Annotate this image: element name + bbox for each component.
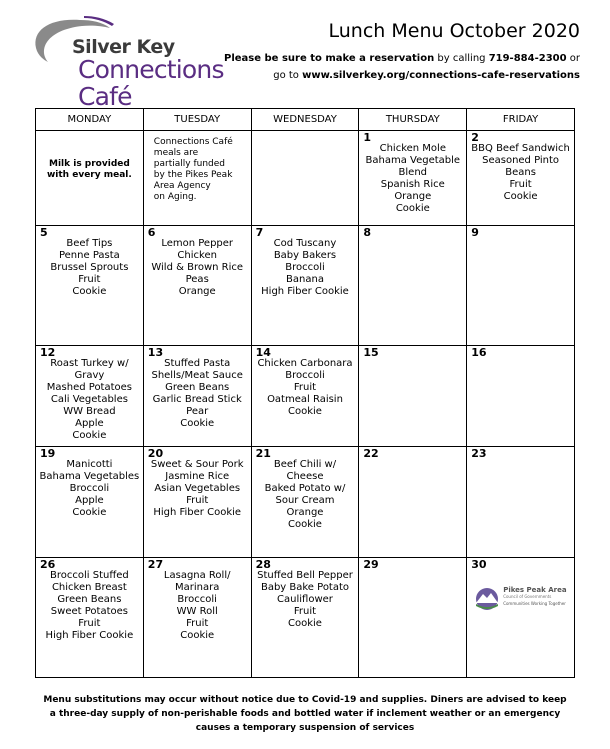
pikes-peak-area-logo <box>473 584 571 614</box>
menu-item: Sweet Potatoes <box>50 606 128 617</box>
calendar-cell <box>36 131 144 226</box>
day-cell <box>36 226 144 346</box>
menu-item: Cookie <box>72 286 107 297</box>
menu-item: Lemon Pepper <box>161 238 234 249</box>
menu-items <box>252 226 359 298</box>
day-cell <box>467 558 575 678</box>
day-number: 12 <box>40 346 56 359</box>
day-number: 9 <box>471 226 479 239</box>
day-cell <box>251 447 359 558</box>
day-cell <box>36 447 144 558</box>
menu-item: BBQ Beef Sandwich <box>471 143 570 154</box>
day-number: 28 <box>255 558 271 571</box>
day-number: 14 <box>255 346 271 359</box>
menu-item: Orange <box>178 286 216 297</box>
week-row-2 <box>36 226 575 346</box>
menu-item: Fruit <box>186 495 209 506</box>
menu-item: Fruit <box>509 179 532 190</box>
menu-item: Chicken <box>177 250 217 261</box>
menu-item: Cookie <box>72 430 107 441</box>
menu-items <box>467 131 574 203</box>
menu-item: Orange <box>394 191 432 202</box>
day-number: 20 <box>147 447 164 460</box>
menu-item: Fruit <box>293 606 317 617</box>
menu-item: Oatmeal Raisin <box>267 394 343 405</box>
menu-item: Fruit <box>293 382 317 393</box>
menu-item: Cookie <box>503 191 538 202</box>
footer-disclaimer: Menu substitutions may occur without notice due to Covid-19 and supplies. Diners are advised to keep a three-day supply of non-perishable foods and bottled water if inclement weather or an emergency causes a temporary suspension of services <box>43 695 567 733</box>
page-title: Lunch Menu October 2020 <box>328 20 580 42</box>
day-cell <box>467 447 575 558</box>
menu-item: Apple <box>75 418 104 429</box>
menu-item: Cookie <box>288 406 322 417</box>
milk-note: Milk is provided with every meal. <box>46 159 132 180</box>
day-cell <box>143 558 251 678</box>
day-number: 2 <box>471 131 479 144</box>
menu-item: Banana <box>286 274 324 285</box>
week-row-3 <box>36 346 575 447</box>
day-cell <box>143 226 251 346</box>
menu-item: Orange <box>286 507 324 518</box>
day-cell <box>251 558 359 678</box>
funding-note: Connections Café meals are partially funded by the Pikes Peak Area Agency on Aging. <box>153 137 233 202</box>
menu-item: Apple <box>75 495 104 506</box>
day-number: 21 <box>255 447 271 460</box>
day-number: 13 <box>147 346 164 359</box>
day-cell <box>251 226 359 346</box>
reservation-phone[interactable]: 719-884-2300 <box>488 53 567 64</box>
menu-items <box>144 226 251 298</box>
menu-item: Beef Tips <box>66 238 113 249</box>
menu-item: Baked Potato w/ <box>264 483 346 494</box>
menu-item: Baby Bake Potato <box>260 582 350 593</box>
menu-item: Baby Bakers <box>273 250 337 261</box>
menu-item: Green Beans <box>57 594 122 605</box>
day-cell <box>359 558 467 678</box>
week-row-1 <box>36 131 575 226</box>
day-number: 23 <box>471 447 487 460</box>
menu-item: Lasagna Roll/ <box>163 570 231 581</box>
day-cell <box>467 346 575 447</box>
menu-item: Cookie <box>395 203 430 214</box>
ppa-line-1: Pikes Peak Area <box>503 586 567 594</box>
menu-item: Garlic Bread Stick <box>152 394 242 405</box>
calendar-cell <box>143 131 251 226</box>
menu-items <box>36 346 143 442</box>
day-number: 16 <box>471 346 487 359</box>
menu-item: Beef Chili w/ <box>273 459 337 470</box>
weekday-thursday: THURSDAY <box>359 109 467 131</box>
day-cell <box>251 346 359 447</box>
week-row-5 <box>36 558 575 678</box>
day-number: 27 <box>147 558 164 571</box>
menu-item: Shells/Meat Sauce <box>151 370 243 381</box>
menu-item: Bahama Vegetable <box>365 155 461 166</box>
day-number: 26 <box>40 558 56 571</box>
menu-item: Cookie <box>180 418 215 429</box>
menu-item: Blend <box>398 167 428 178</box>
day-number: 19 <box>40 447 56 460</box>
weekday-header-row <box>36 109 575 131</box>
menu-items <box>467 226 574 238</box>
menu-item: Chicken Carbonara <box>257 358 353 369</box>
day-cell <box>36 346 144 447</box>
week-row-4 <box>36 447 575 558</box>
ppa-line-2: Council of Governments <box>503 594 552 599</box>
menu-item: Mashed Potatoes <box>46 382 133 393</box>
day-number: 1 <box>363 131 372 144</box>
logo-line-silver-key: Silver Key <box>72 36 175 58</box>
menu-item: Broccoli <box>285 262 325 273</box>
menu-items <box>359 131 466 215</box>
menu-item: Fruit <box>78 618 101 629</box>
weekday-tuesday: TUESDAY <box>143 109 251 131</box>
day-number: 7 <box>255 226 264 239</box>
day-cell <box>359 346 467 447</box>
menu-item: High Fiber Cookie <box>45 630 134 641</box>
day-cell <box>143 447 251 558</box>
reservation-info <box>220 50 580 84</box>
logo-line-cafe: Café <box>78 82 132 111</box>
menu-item: Beans <box>505 167 536 178</box>
menu-item: Broccoli Stuffed <box>50 570 129 581</box>
menu-item: Chicken Breast <box>51 582 127 593</box>
day-number: 29 <box>363 558 379 571</box>
menu-item: Penne Pasta <box>58 250 120 261</box>
reservation-url[interactable]: www.silverkey.org/connections-cafe-reservations <box>302 70 580 81</box>
logo-line-connections: Connections <box>78 55 224 84</box>
menu-item: Fruit <box>78 274 101 285</box>
menu-item: Cookie <box>72 507 107 518</box>
day-number: 22 <box>363 447 379 460</box>
menu-item: Asian Vegetables <box>154 483 241 494</box>
menu-item: Cali Vegetables <box>50 394 128 405</box>
reservation-line2-prefix: go to <box>273 70 303 81</box>
menu-item: Spanish Rice <box>380 179 445 190</box>
menu-item: Cookie <box>288 618 322 629</box>
menu-item: Broccoli <box>69 483 110 494</box>
reservation-or: or <box>566 53 580 64</box>
day-cell <box>467 226 575 346</box>
weekday-friday: FRIDAY <box>467 109 575 131</box>
menu-item: WW Bread <box>63 406 116 417</box>
menu-item: Sour Cream <box>275 495 335 506</box>
menu-item: Sweet & Sour Pork <box>150 459 244 470</box>
menu-item: Peas <box>185 274 209 285</box>
day-number: 15 <box>363 346 379 359</box>
reservation-mid: by calling <box>434 53 489 64</box>
menu-item: Roast Turkey w/ <box>50 358 129 369</box>
menu-item: WW Roll <box>176 606 218 617</box>
day-cell <box>467 131 575 226</box>
menu-item: Jasmine Rice <box>165 471 230 482</box>
menu-item: Green Beans <box>165 382 230 393</box>
day-number: 8 <box>363 226 372 239</box>
silver-key-logo <box>30 14 230 111</box>
menu-item: Fruit <box>186 618 209 629</box>
menu-item: Gravy <box>74 370 105 381</box>
menu-item: Cauliflower <box>277 594 333 605</box>
day-number: 5 <box>40 226 48 239</box>
weekday-monday: MONDAY <box>36 109 144 131</box>
menu-items <box>359 226 466 238</box>
menu-item: Manicotti <box>66 459 113 470</box>
menu-item: Cookie <box>288 519 322 530</box>
ppa-line-3: Communities Working Together <box>503 601 566 606</box>
day-cell <box>36 558 144 678</box>
menu-item: Stuffed Pasta <box>164 358 231 369</box>
menu-item: Chicken Mole <box>379 143 446 154</box>
day-cell <box>359 226 467 346</box>
menu-item: Seasoned Pinto <box>482 155 560 166</box>
reservation-prefix: Please be sure to make a reservation <box>224 53 435 64</box>
menu-item: Brussel Sprouts <box>50 262 129 273</box>
menu-item: Cheese <box>286 471 324 482</box>
day-cell <box>359 131 467 226</box>
menu-calendar <box>35 108 575 678</box>
menu-item: Cod Tuscany <box>273 238 337 249</box>
menu-item: High Fiber Cookie <box>261 286 349 297</box>
day-number: 6 <box>147 226 156 239</box>
calendar-cell-empty <box>251 131 359 226</box>
menu-item: Bahama Vegetables <box>39 471 140 482</box>
menu-item: High Fiber Cookie <box>153 507 242 518</box>
day-cell <box>359 447 467 558</box>
menu-items <box>36 226 143 298</box>
weekday-wednesday: WEDNESDAY <box>251 109 359 131</box>
day-cell <box>143 346 251 447</box>
menu-item: Marinara <box>175 582 220 593</box>
menu-item: Pear <box>186 406 209 417</box>
menu-item: Wild & Brown Rice <box>151 262 244 273</box>
mountain-icon <box>473 587 501 611</box>
day-number: 30 <box>471 558 487 571</box>
menu-item: Cookie <box>180 630 215 641</box>
menu-item: Broccoli <box>285 370 325 381</box>
menu-item: Stuffed Bell Pepper <box>257 570 353 581</box>
menu-item: Broccoli <box>177 594 217 605</box>
